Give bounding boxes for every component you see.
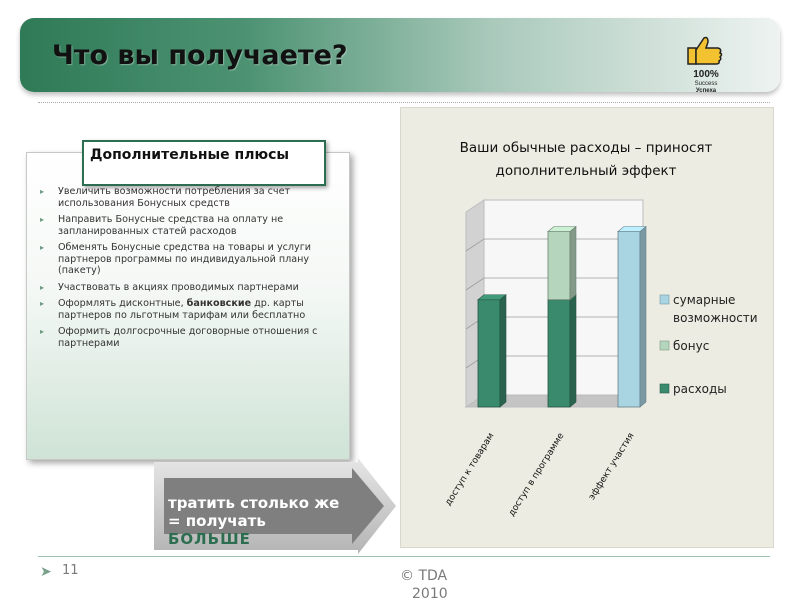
bar-side bbox=[570, 227, 576, 300]
legend-label: расходы bbox=[673, 382, 727, 396]
page-number: 11 bbox=[62, 563, 79, 578]
stacked-bar-chart bbox=[400, 107, 772, 546]
title-divider bbox=[38, 102, 770, 103]
bold-word: банковские bbox=[186, 298, 252, 309]
arrow-line2: = получать bbox=[168, 512, 266, 530]
extras-heading: Дополнительные плюсы bbox=[82, 140, 326, 186]
arrow-text bbox=[168, 494, 388, 548]
chevron-right-icon: ➤ bbox=[40, 564, 52, 580]
extras-list bbox=[40, 186, 342, 354]
legend-label: возможности bbox=[673, 311, 758, 325]
list-item: ▸ Направить Бонусные средства на оплату не запланированных статей расходов bbox=[40, 214, 342, 237]
legend-label: сумарные bbox=[673, 293, 736, 307]
logo-text-bottom: Успеха bbox=[695, 88, 717, 94]
bar-segment bbox=[618, 232, 640, 408]
thumbs-up-icon bbox=[688, 38, 722, 65]
chart-title: Ваши обычные расходы – приносят дополнительный эффект bbox=[459, 140, 713, 179]
copyright-line1: © TDA bbox=[400, 568, 448, 584]
logo-text-top: 100% bbox=[693, 69, 719, 80]
legend-swatch bbox=[660, 341, 669, 350]
list-item: ▸ Оформлять дисконтные, банковские др. карты партнеров по льготным тарифам или бесплатно bbox=[40, 298, 342, 321]
category-label: эффект участия bbox=[587, 431, 637, 502]
legend-swatch bbox=[660, 384, 669, 393]
bar-side bbox=[570, 295, 576, 407]
bar-side bbox=[500, 295, 506, 407]
list-item: ▸ Оформить долгосрочные договорные отношения с партнерами bbox=[40, 326, 342, 349]
bar-segment bbox=[548, 300, 570, 407]
bar-segment bbox=[478, 300, 500, 407]
success-logo bbox=[684, 34, 728, 94]
arrow-line3: БОЛЬШЕ bbox=[168, 530, 251, 548]
category-label: доступ к товарам bbox=[443, 431, 497, 508]
arrow-line1: тратить столько же bbox=[168, 494, 340, 512]
list-item: ▸ Участвовать в акциях проводимых партнерами bbox=[40, 282, 342, 294]
footer-divider bbox=[38, 556, 770, 557]
list-item: ▸ Обменять Бонусные средства на товары и услуги партнеров программы по индивидуальной плану (пакету) bbox=[40, 242, 342, 277]
logo-text-mid: Success bbox=[694, 81, 718, 87]
slide-title: Что вы получаете? bbox=[52, 40, 348, 71]
legend-swatch bbox=[660, 295, 669, 304]
category-label: доступ в программе bbox=[507, 431, 567, 519]
bar-side bbox=[640, 227, 646, 408]
legend-label: бонус bbox=[673, 339, 710, 353]
copyright bbox=[400, 567, 448, 603]
list-item: ▸ Увеличить возможности потребления за счет использования Бонусных средств bbox=[40, 186, 342, 209]
bar-segment bbox=[548, 232, 570, 300]
copyright-line2: 2010 bbox=[412, 586, 448, 602]
